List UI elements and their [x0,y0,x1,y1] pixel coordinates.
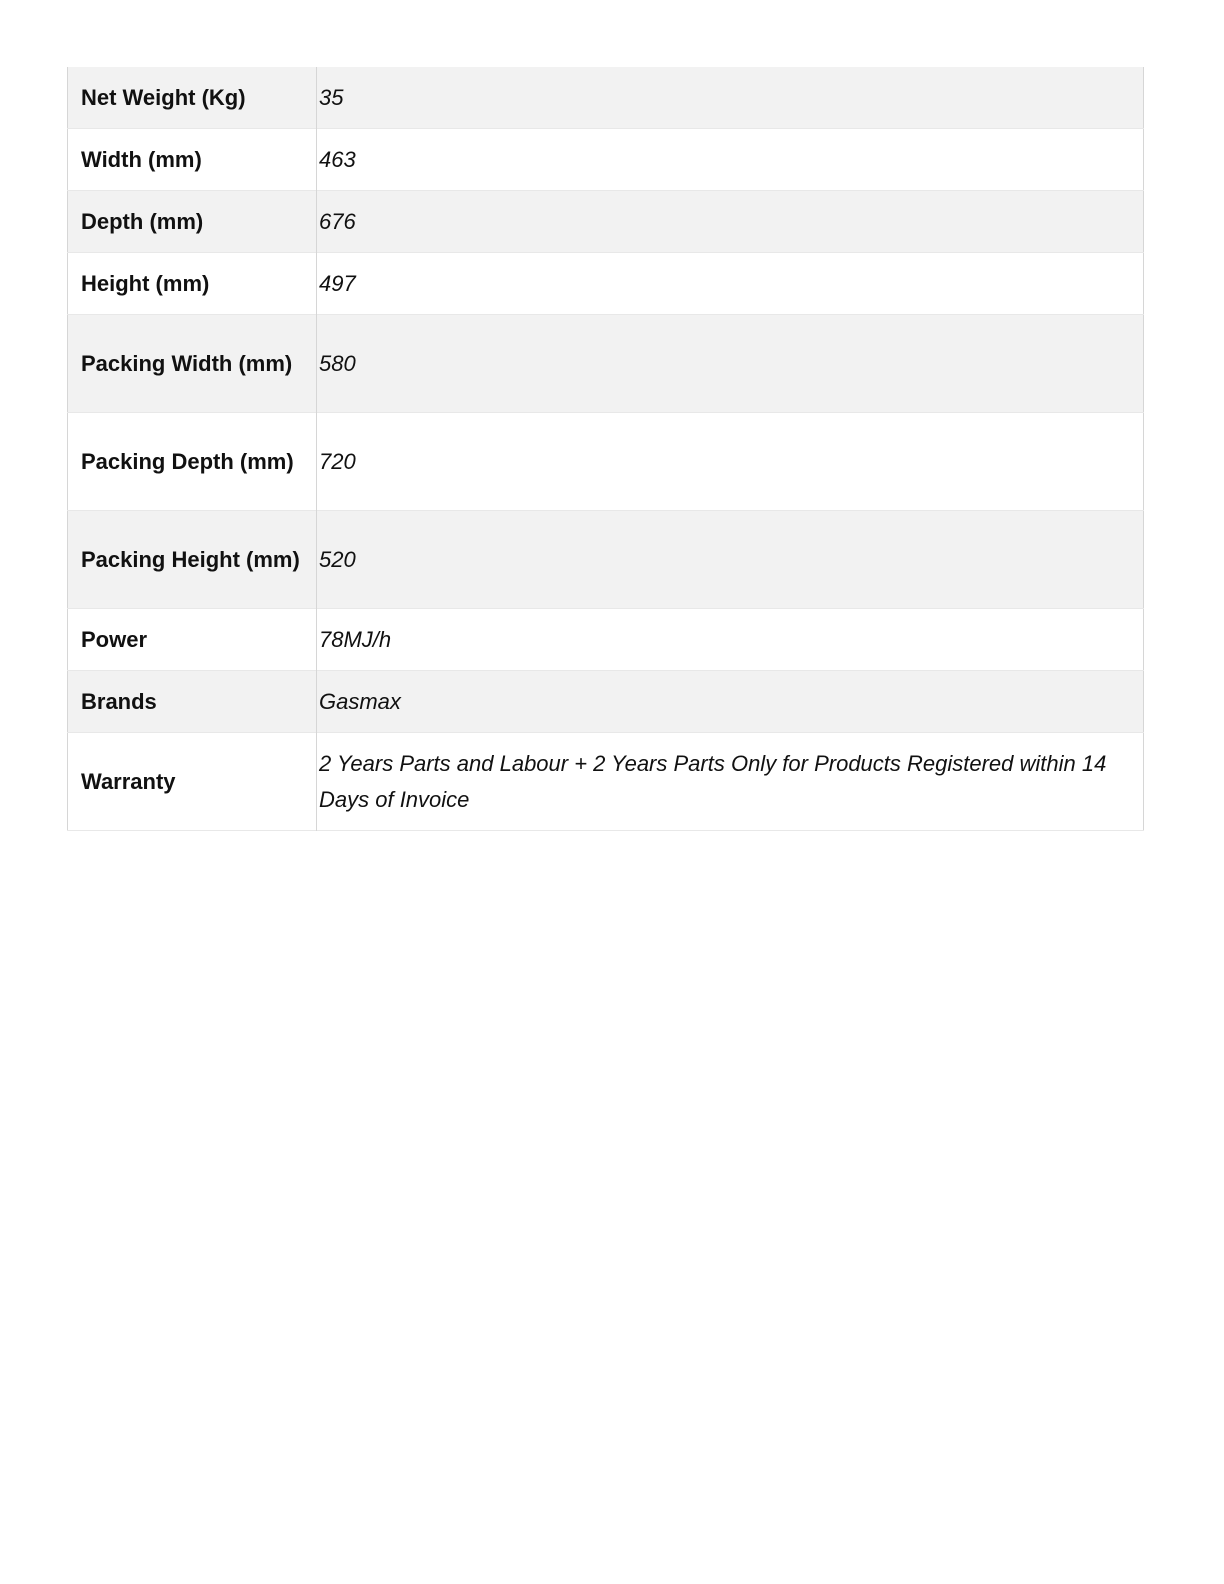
spec-row-packing-height [68,511,1144,609]
specifications-table [67,67,1144,831]
spec-value: 463 [319,146,356,172]
spec-row-width [68,129,1144,191]
spec-value: 720 [319,448,356,474]
spec-row-warranty [68,733,1144,831]
spec-row-packing-depth [68,413,1144,511]
spec-row-height [68,253,1144,315]
spec-value: 676 [317,191,1144,253]
spec-value: 497 [319,270,356,296]
spec-row-brands [68,671,1144,733]
spec-label: Warranty [68,733,317,831]
spec-value: Gasmax [317,671,1144,733]
spec-value: 2 Years Parts and Labour + 2 Years Parts Only for Products Registered within 14 Days of Invoice [319,750,1107,812]
spec-label: Brands [68,671,317,733]
spec-value: 78MJ/h [319,626,392,652]
spec-row-net-weight [68,67,1144,129]
spec-label: Packing Depth (mm) [68,413,317,511]
spec-row-power [68,609,1144,671]
spec-label: Power [68,609,317,671]
spec-label: Depth (mm) [68,191,317,253]
spec-label: Height (mm) [68,253,317,315]
spec-value: 580 [317,315,1144,413]
spec-value: 520 [317,511,1144,609]
spec-label: Net Weight (Kg) [68,67,317,129]
spec-label: Width (mm) [68,129,317,191]
spec-row-depth [68,191,1144,253]
spec-row-packing-width [68,315,1144,413]
spec-value: 35 [317,67,1144,129]
spec-label: Packing Height (mm) [68,511,317,609]
spec-label: Packing Width (mm) [68,315,317,413]
